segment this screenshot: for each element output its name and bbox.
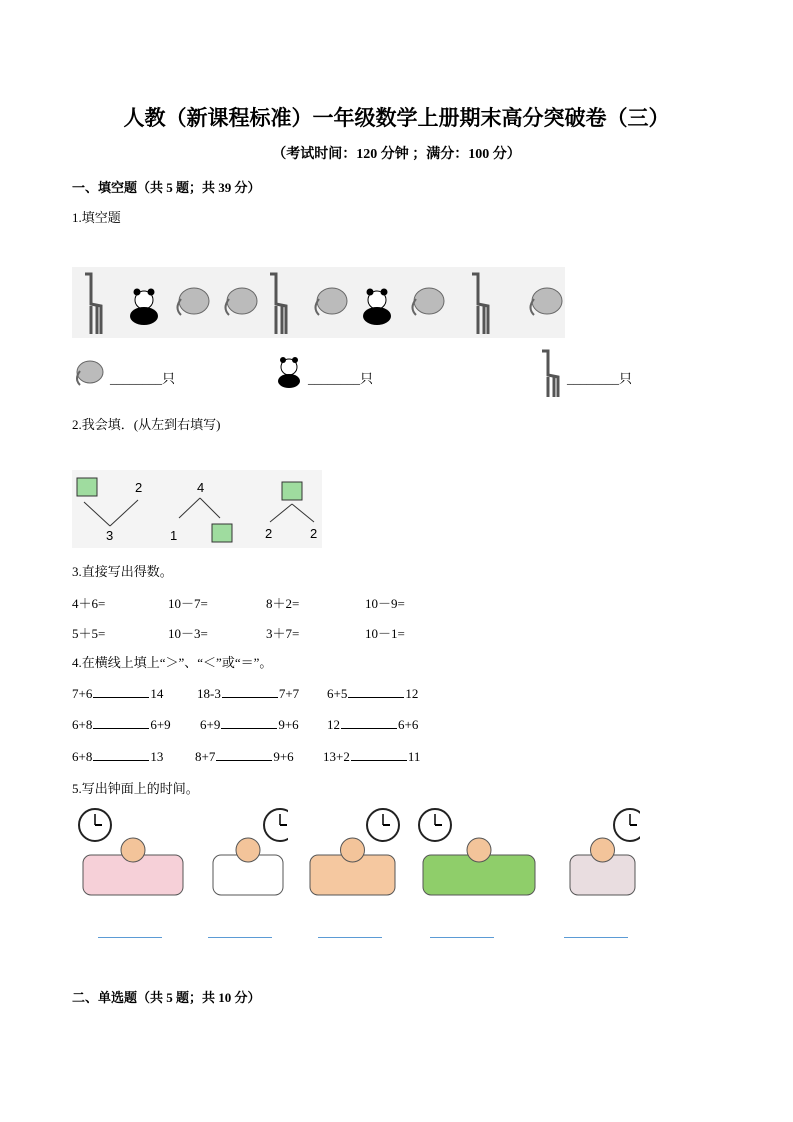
left-expression: 7+6 — [72, 686, 93, 701]
left-expression: 8+7 — [195, 749, 216, 764]
right-expression: 9+6 — [278, 717, 299, 732]
answer-blank[interactable] — [351, 748, 407, 761]
answer-line[interactable] — [98, 937, 162, 938]
arithmetic-problem: 3＋7= — [266, 626, 300, 641]
panda-icon — [124, 287, 164, 332]
comparison-problem — [72, 716, 171, 733]
right-expression: 12 — [405, 686, 419, 701]
animal-count-row — [72, 355, 672, 401]
clock-scene-image — [305, 805, 400, 905]
tree-number: 4 — [197, 480, 205, 495]
right-expression: 11 — [407, 749, 421, 764]
elephant-icon — [220, 281, 260, 326]
clock-scene-image — [418, 805, 540, 905]
right-expression: 6+9 — [150, 717, 171, 732]
comparison-problem — [327, 685, 418, 702]
clock-scene-image — [208, 805, 288, 905]
left-expression: 6+5 — [327, 686, 348, 701]
elephant-icon — [72, 355, 106, 393]
animal-strip-image — [72, 267, 565, 338]
answer-blank[interactable] — [216, 748, 272, 761]
right-expression: 14 — [150, 686, 164, 701]
unit-label: 只 — [162, 371, 176, 386]
right-expression: 6+6 — [398, 717, 419, 732]
arithmetic-problem: 8＋2= — [266, 596, 300, 611]
question-2-label: 2.我会填．(从左到右填写) — [72, 417, 221, 432]
tree-number: 2 — [310, 526, 318, 541]
tree-number: 2 — [135, 480, 143, 495]
answer-blank[interactable]: ________ — [567, 371, 619, 386]
tree-number: 2 — [265, 526, 273, 541]
panda-icon — [272, 355, 306, 393]
comparison-problem — [200, 716, 299, 733]
section-heading: 二、单选题（共 5 题；共 10 分） — [72, 990, 261, 1005]
number-split-diagram — [72, 470, 322, 548]
comparison-problem — [327, 716, 418, 733]
elephant-icon — [525, 281, 565, 326]
answer-line[interactable] — [430, 937, 494, 938]
left-expression: 6+9 — [200, 717, 221, 732]
question-1-label: 1.填空题 — [72, 210, 121, 225]
clock-scene-image — [565, 805, 640, 905]
left-expression: 6+8 — [72, 749, 93, 764]
answer-blank[interactable]: ________ — [308, 371, 360, 386]
answer-blank[interactable] — [221, 716, 277, 729]
right-expression: 9+6 — [273, 749, 294, 764]
arithmetic-problem: 10－1= — [365, 626, 405, 641]
comparison-problem — [72, 685, 163, 702]
right-expression: 13 — [150, 749, 164, 764]
answer-line[interactable] — [564, 937, 628, 938]
answer-blank[interactable]: ________ — [110, 371, 162, 386]
elephant-icon — [310, 281, 350, 326]
right-expression: 7+7 — [278, 686, 300, 701]
left-expression: 6+8 — [72, 717, 93, 732]
exam-info: （考试时间：120 分钟 ；满分：100 分） — [272, 147, 521, 162]
section-heading: 一、填空题（共 5 题；共 39 分） — [72, 180, 261, 195]
page-title: 人教（新课程标准）一年级数学上册期末高分突破卷（三） — [123, 106, 670, 130]
answer-blank[interactable] — [93, 716, 149, 729]
left-expression: 18-3 — [197, 686, 221, 701]
arithmetic-problem: 10－7= — [168, 596, 208, 611]
left-expression: 13+2 — [323, 749, 350, 764]
clock-scene-image — [78, 805, 188, 905]
giraffe-icon — [534, 347, 564, 403]
unit-label: 只 — [360, 371, 374, 386]
arithmetic-problem: 10－9= — [365, 596, 405, 611]
giraffe-icon — [77, 270, 107, 341]
unit-label: 只 — [619, 371, 633, 386]
arithmetic-problem: 4＋6= — [72, 596, 106, 611]
tree-number: 1 — [170, 528, 178, 543]
answer-blank[interactable] — [93, 748, 149, 761]
comparison-problem — [323, 748, 420, 765]
answer-blank[interactable] — [222, 685, 278, 698]
giraffe-icon — [262, 270, 292, 341]
comparison-problem — [195, 748, 294, 765]
question-3-label: 3.直接写出得数。 — [72, 564, 173, 579]
question-5-label: 5.写出钟面上的时间。 — [72, 781, 199, 796]
panda-icon — [357, 287, 397, 332]
elephant-icon — [172, 281, 212, 326]
answer-line[interactable] — [318, 937, 382, 938]
comparison-problem — [72, 748, 163, 765]
elephant-icon — [407, 281, 447, 326]
arithmetic-problem: 10－3= — [168, 626, 208, 641]
comparison-problem — [197, 685, 299, 702]
arithmetic-problem: 5＋5= — [72, 626, 106, 641]
tree-number: 3 — [106, 528, 114, 543]
answer-blank[interactable] — [341, 716, 397, 729]
question-4-label: 4.在横线上填上“＞”、“＜”或“＝”。 — [72, 655, 273, 670]
giraffe-icon — [464, 270, 494, 341]
left-expression: 12 — [327, 717, 340, 732]
answer-line[interactable] — [208, 937, 272, 938]
answer-blank[interactable] — [348, 685, 404, 698]
answer-blank[interactable] — [93, 685, 149, 698]
